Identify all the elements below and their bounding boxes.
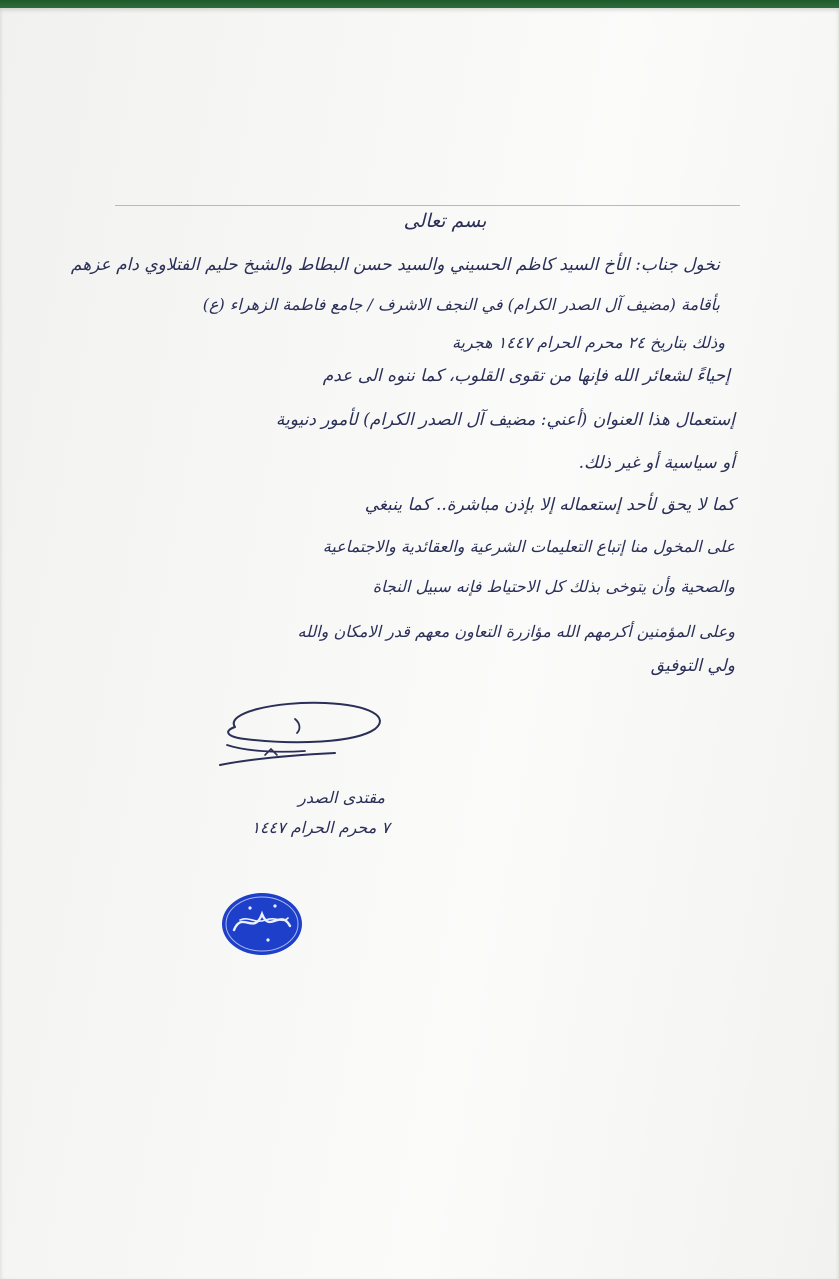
letter-line-4: إحياءً لشعائر الله فإنها من تقوى القلوب، كما ننوه الى عدم xyxy=(322,366,730,386)
letter-line-8: على المخول منا إتباع التعليمات الشرعية والعقائدية والاجتماعية xyxy=(322,537,735,556)
letter-line-10: وعلى المؤمنين أكرمهم الله مؤازرة التعاون معهم قدر الامكان والله xyxy=(297,622,735,641)
signature-date: ٧ محرم الحرام ١٤٤٧ xyxy=(251,818,390,837)
basmala-heading: بسم تعالى xyxy=(403,210,487,232)
handwritten-signature xyxy=(205,695,390,780)
letter-line-3: وذلك بتاريخ ٢٤ محرم الحرام ١٤٤٧ هجرية xyxy=(451,333,725,352)
letter-line-5: إستعمال هذا العنوان (أعني: مضيف آل الصدر الكرام) لأمور دنيوية xyxy=(275,410,735,430)
letter-line-7: كما لا يحق لأحد إستعماله إلا بإذن مباشرة.. كما ينبغي xyxy=(364,495,735,515)
letter-line-2: بأقامة (مضيف آل الصدر الكرام) في النجف الاشرف / جامع فاطمة الزهراء (ع) xyxy=(202,295,720,314)
letter-line-1: نخول جناب: الأخ السيد كاظم الحسيني والسيد حسن البطاط والشيخ حليم الفتلاوي دام عزهم xyxy=(70,255,720,275)
signatory-name: مقتدى الصدر xyxy=(298,788,385,807)
letter-line-6: أو سياسية أو غير ذلك. xyxy=(578,453,735,473)
letter-page xyxy=(0,8,839,1279)
letter-line-11: ولي التوفيق xyxy=(650,656,735,676)
letter-line-9: والصحية وأن يتوخى بذلك كل الاحتياط فإنه سبيل النجاة xyxy=(372,577,735,596)
header-rule xyxy=(115,205,740,206)
official-seal-stamp xyxy=(220,890,305,958)
